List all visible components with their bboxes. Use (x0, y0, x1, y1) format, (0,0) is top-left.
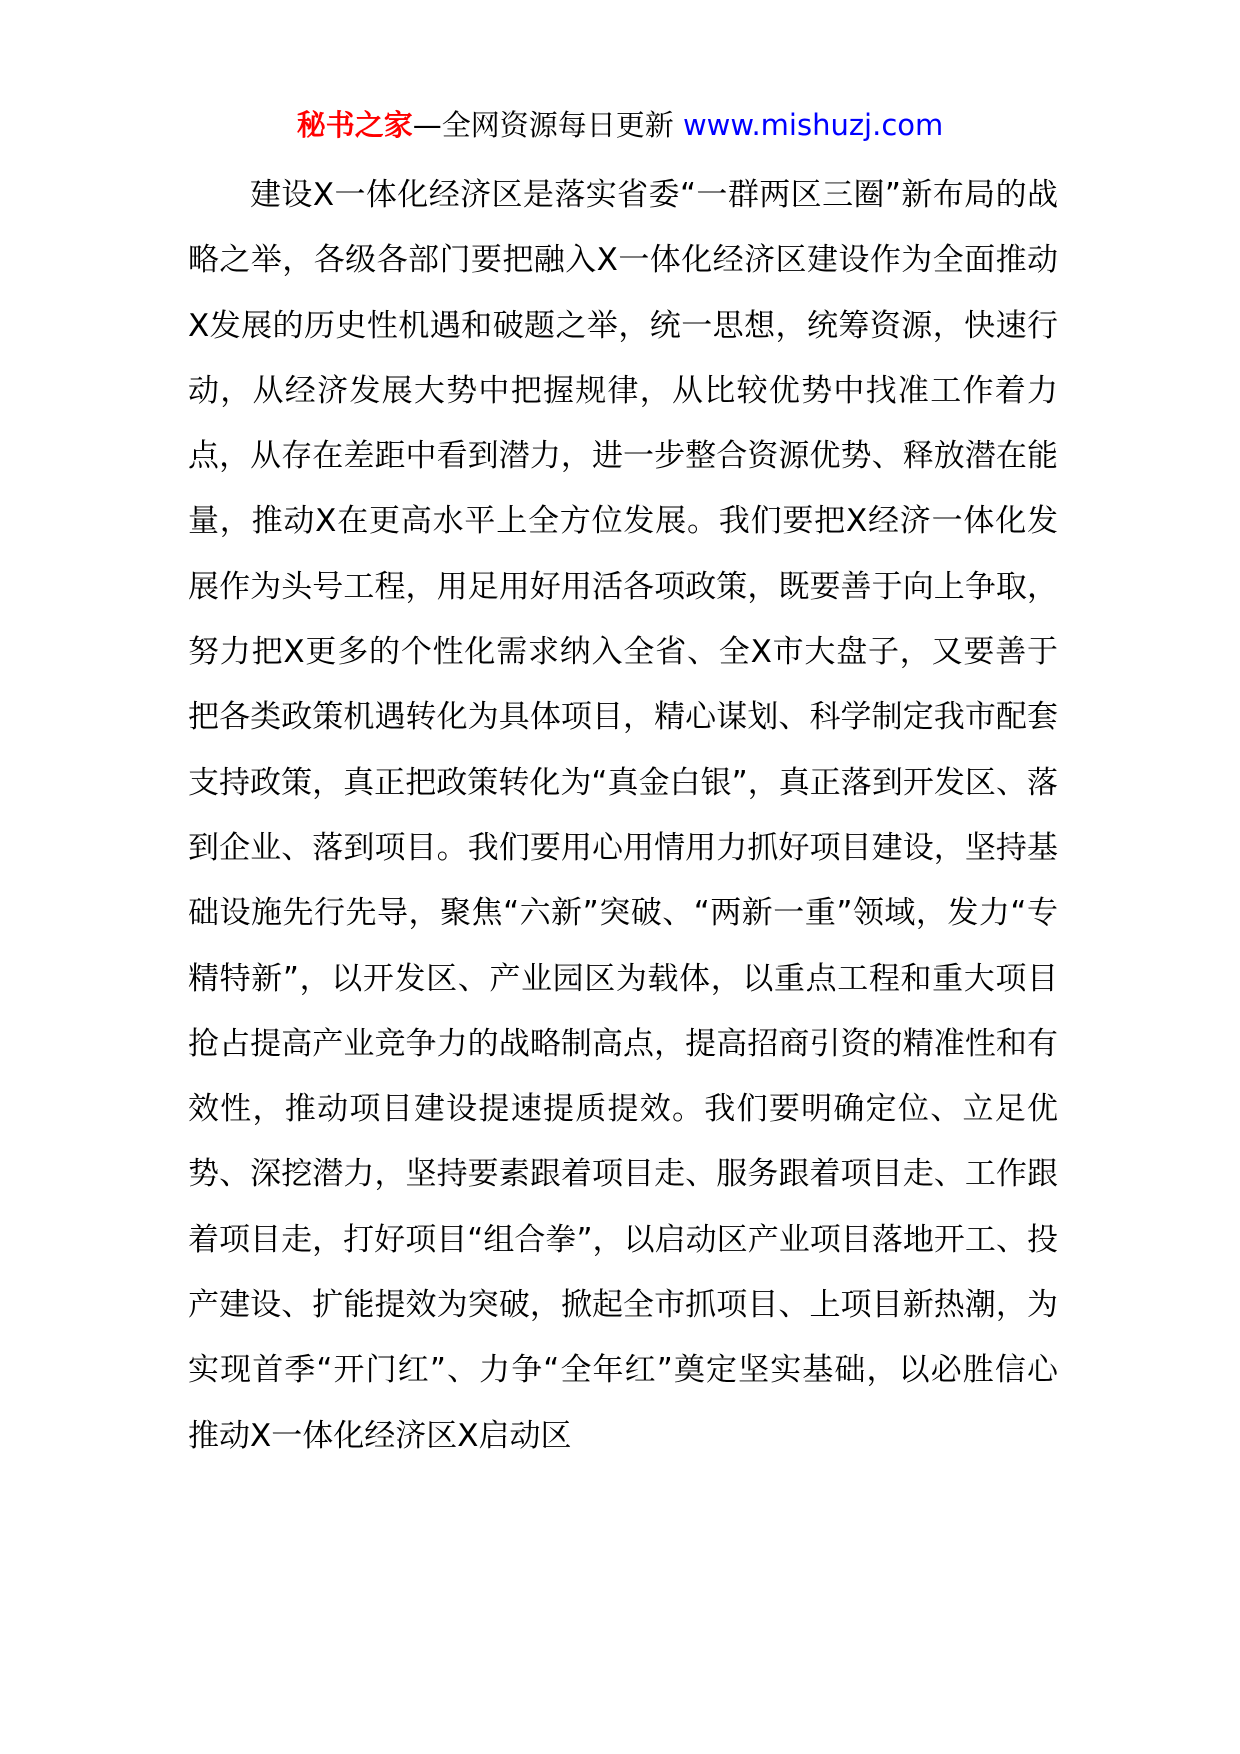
brand-name: 秘书之家 (296, 108, 413, 142)
header-tagline: —全网资源每日更新 (412, 108, 683, 142)
site-url-link[interactable]: www.mishuzj.com (682, 108, 944, 142)
body-paragraph: 建设X一体化经济区是落实省委“一群两区三圈”新布局的战略之举，各级各部门要把融入X一体化经济区建设作为全面推动X发展的历史性机遇和破题之举，统一思想，统筹资源，快速行动，从经济发展大势中把握规律，从比较优势中找准工作着力点，从存在差距中看到潜力，进一步整合资源优势、释放潜在能量，推动X在更高水平上全方位发展。我们要把X经济一体化发展作为头号工程，用足用好用活各项政策，既要善于向上争取，努力把X更多的个性化需求纳入全省、全X市大盘子，又要善于把各类政策机遇转化为具体项目，精心谋划、科学制定我市配套支持政策，真正把政策转化为“真金白银”，真正落到开发区、落到企业、落到项目。我们要用心用情用力抓好项目建设，坚持基础设施先行先导，聚焦“六新”突破、“两新一重”领域，发力“专精特新”，以开发区、产业园区为载体，以重点工程和重大项目抢占提高产业竞争力的战略制高点，提高招商引资的精准性和有效性，推动项目建设提速提质提效。我们要明确定位、立足优势、深挖潜力，坚持要素跟着项目走、服务跟着项目走、工作跟着项目走，打好项目“组合拳”，以启动区产业项目落地开工、投产建设、扩能提效为突破，掀起全市抓项目、上项目新热潮，为实现首季“开门红”、力争“全年红”奠定坚实基础，以必胜信心推动X一体化经济区X启动区 (188, 177, 1058, 1454)
page-header (0, 100, 1240, 150)
